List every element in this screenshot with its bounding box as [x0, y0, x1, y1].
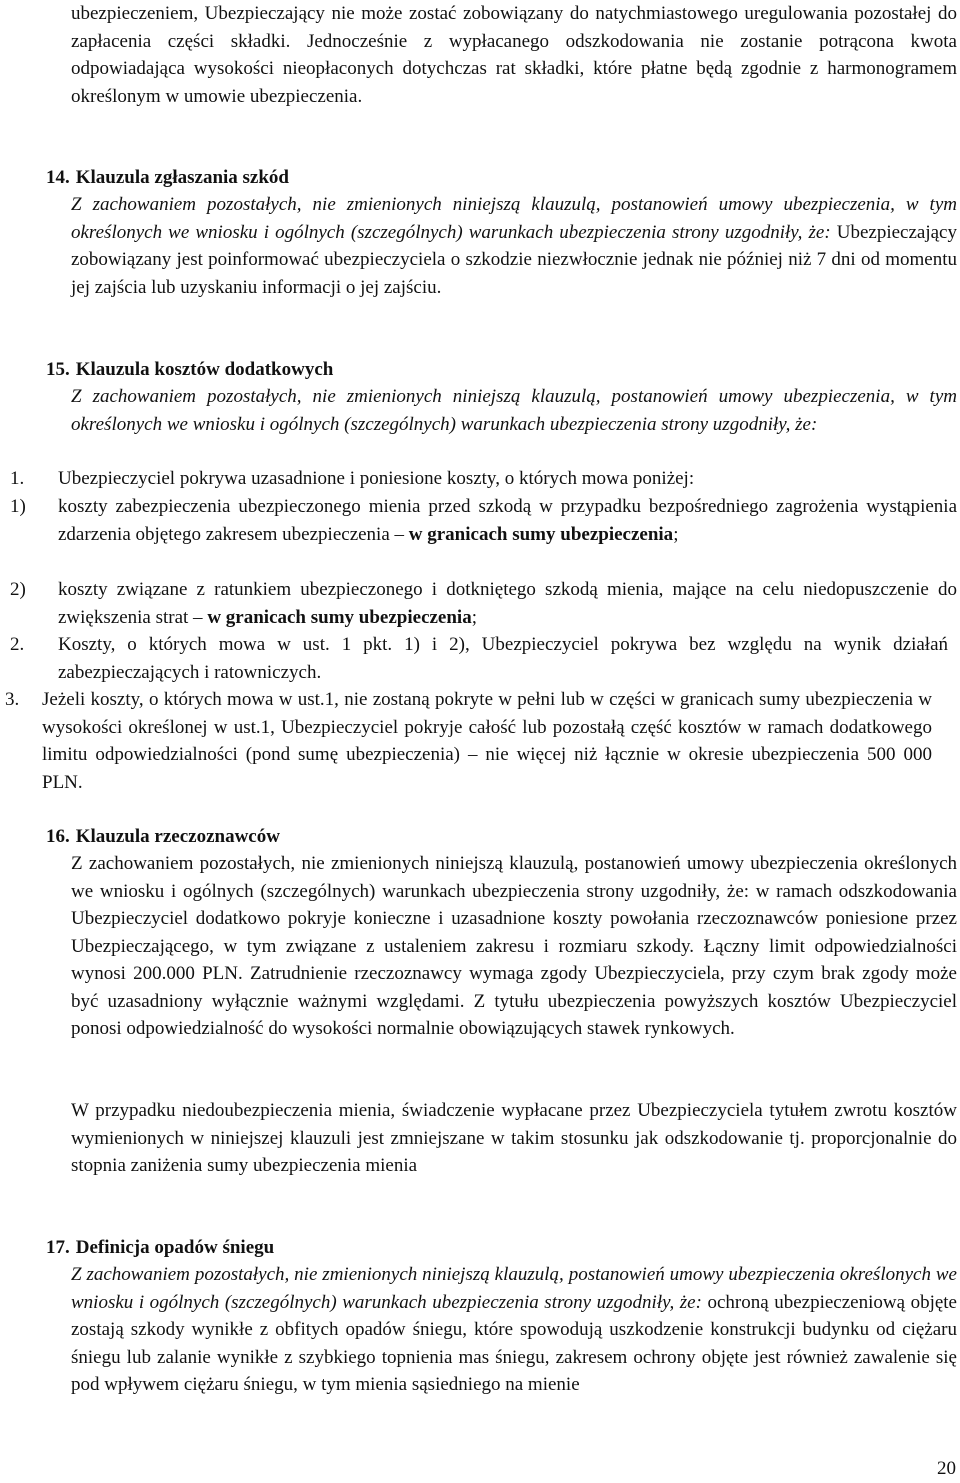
- section-16-heading: [46, 823, 280, 851]
- section-16-title: Klauzula rzeczoznawców: [75, 826, 280, 847]
- section-15-number: 15.: [46, 359, 70, 380]
- section-15-p1-text: Ubezpieczyciel pokrywa uzasadnione i poniesione koszty, o których mowa poniżej:: [58, 468, 695, 489]
- section-15-p3-text: Jeżeli koszty, o których mowa w ust.1, nie zostaną pokryte w pełni lub w części w granicach sumy ubezpieczenia w wysokości określonej w ust.1, Ubezpieczyciel pokryje całość lub pozostałą część kosztów w ramach dodatkowego limitu odpowiedzialności (pond sumę ubezpieczenia) – nie więcej niż łącznie w okresie ubezpieczenia 500 000 PLN.: [42, 689, 932, 793]
- section-16-body2: W przypadku niedoubezpieczenia mienia, świadczenie wypłacane przez Ubezpieczyciela tytułem zwrotu kosztów wymienionych w niniejszej klauzuli jest zmniejszane w takim stosunku jak odszkodowanie tj. proporcjonalnie do stopnia zaniżenia sumy ubezpieczenia mienia: [71, 1100, 957, 1176]
- section-14-title: Klauzula zgłaszania szkód: [75, 167, 289, 188]
- section-15-p1-number: 1.: [10, 468, 25, 489]
- section-16-body1: Z zachowaniem pozostałych, nie zmienionych niniejszą klauzulą, postanowień umowy ubezpieczenia określonych we wniosku i ogólnych (szczególnych) warunkach ubezpieczenia strony uzgodniły, że: w ramach odszkodowania Ubezpieczyciel dodatkowo pokryje konieczne i uzasadnione koszty powołania rzeczoznawców poniesione przez Ubezpieczającego, w tym związane z ustaleniem zakresu i rozmiaru szkody. Łączny limit odpowiedzialności wynosi 200.000 PLN. Zatrudnienie rzeczoznawcy wymaga zgody Ubezpieczyciela, przy czym brak zgody może być uzasadniony wyłącznie ważnymi względami. Z tytułu ubezpieczenia powyższych kosztów Ubezpieczyciel ponosi odpowiedzialność do wysokości normalnie obowiązujących stawek rynkowych.: [71, 853, 957, 1039]
- section-15-item2-end: ;: [471, 606, 477, 628]
- section-15-p2-number: 2.: [10, 634, 25, 655]
- section-15-item2: [58, 576, 957, 631]
- section-14-number: 14.: [46, 167, 70, 188]
- page-number: 20: [937, 1458, 956, 1479]
- section-15-clause-block: [71, 383, 957, 438]
- section-15-p2-text: Koszty, o których mowa w ust. 1 pkt. 1) i 2), Ubezpieczyciel pokrywa bez względu na wynik działań zabezpieczających i ratowniczych.: [58, 634, 948, 683]
- section-14-heading: [46, 164, 289, 192]
- section-17-clause: Z zachowaniem pozostałych, nie zmienionych niniejszą klauzulą, postanowień umowy ubezpieczenia określonych we wniosku i ogólnych (szczególnych) warunkach ubezpieczenia strony uzgodniły, że:: [71, 1264, 957, 1313]
- intro-paragraph: [71, 0, 957, 110]
- section-15-item1: [58, 493, 957, 548]
- section-15-title: Klauzula kosztów dodatkowych: [75, 359, 334, 380]
- section-15-item1-text: koszty zabezpieczenia ubezpieczonego mienia przed szkodą w przypadku bezpośredniego zagrożenia wystąpienia zdarzenia objętego zakresem ubezpieczenia –: [58, 496, 957, 545]
- section-16-number: 16.: [46, 826, 70, 847]
- section-17-text: ochroną ubezpieczeniową objęte zostają szkody wynikłe z obfitych opadów śniegu, które spowodują uszkodzenie konstrukcji budynku od ciężaru śniegu lub zalanie wynikłe z szybkiego topnienia mas śniegu, zakresem ochrony objęte jest również zawalenie się pod wpływem ciężaru śniegu, w tym mienia sąsiedniego na mienie: [71, 1291, 957, 1395]
- section-15-item2-text: koszty związane z ratunkiem ubezpieczonego i dotkniętego szkodą mienia, mające na celu niedopuszczenie do zwiększenia strat –: [58, 579, 957, 628]
- section-17-title: Definicja opadów śniegu: [75, 1237, 275, 1258]
- section-15-item2-number: 2): [10, 579, 26, 600]
- section-15-item1-end: ;: [673, 523, 679, 545]
- section-15-item1-limit: w granicach sumy ubezpieczenia: [408, 523, 674, 545]
- section-15-p3-number: 3.: [5, 689, 20, 710]
- section-14-text: Ubezpieczający zobowiązany jest poinformować ubezpieczyciela o szkodzie niezwłocznie jednak nie później niż 7 dni od momentu jej zajścia lub uzyskaniu informacji o jej zajściu.: [71, 221, 957, 298]
- section-14-body: [71, 191, 957, 301]
- section-14-clause: Z zachowaniem pozostałych, nie zmienionych niniejszą klauzulą, postanowień umowy ubezpieczenia, w tym określonych we wniosku i ogólnych (szczególnych) warunkach ubezpieczenia strony uzgodniły, że:: [71, 194, 957, 243]
- section-17-body: [71, 1261, 957, 1399]
- section-15-heading: [46, 356, 333, 384]
- section-15-item1-number: 1): [10, 496, 26, 517]
- section-15-clause: Z zachowaniem pozostałych, nie zmienionych niniejszą klauzulą, postanowień umowy ubezpieczenia, w tym określonych we wniosku i ogólnych (szczególnych) warunkach ubezpieczenia strony uzgodniły, że:: [71, 386, 957, 435]
- intro-text: ubezpieczeniem, Ubezpieczający nie może zostać zobowiązany do natychmiastowego uregulowania pozostałej do zapłacenia części składki. Jednocześnie z wypłacanego odszkodowania nie zostanie potrącona kwota odpowiadająca wysokości nieopłaconych dotychczas rat składki, które płatne będą zgodnie z harmonogramem określonym w umowie ubezpieczenia.: [71, 3, 957, 107]
- section-15-item2-limit: w granicach sumy ubezpieczenia: [207, 606, 472, 628]
- section-17-heading: [46, 1234, 274, 1262]
- section-17-number: 17.: [46, 1237, 70, 1258]
